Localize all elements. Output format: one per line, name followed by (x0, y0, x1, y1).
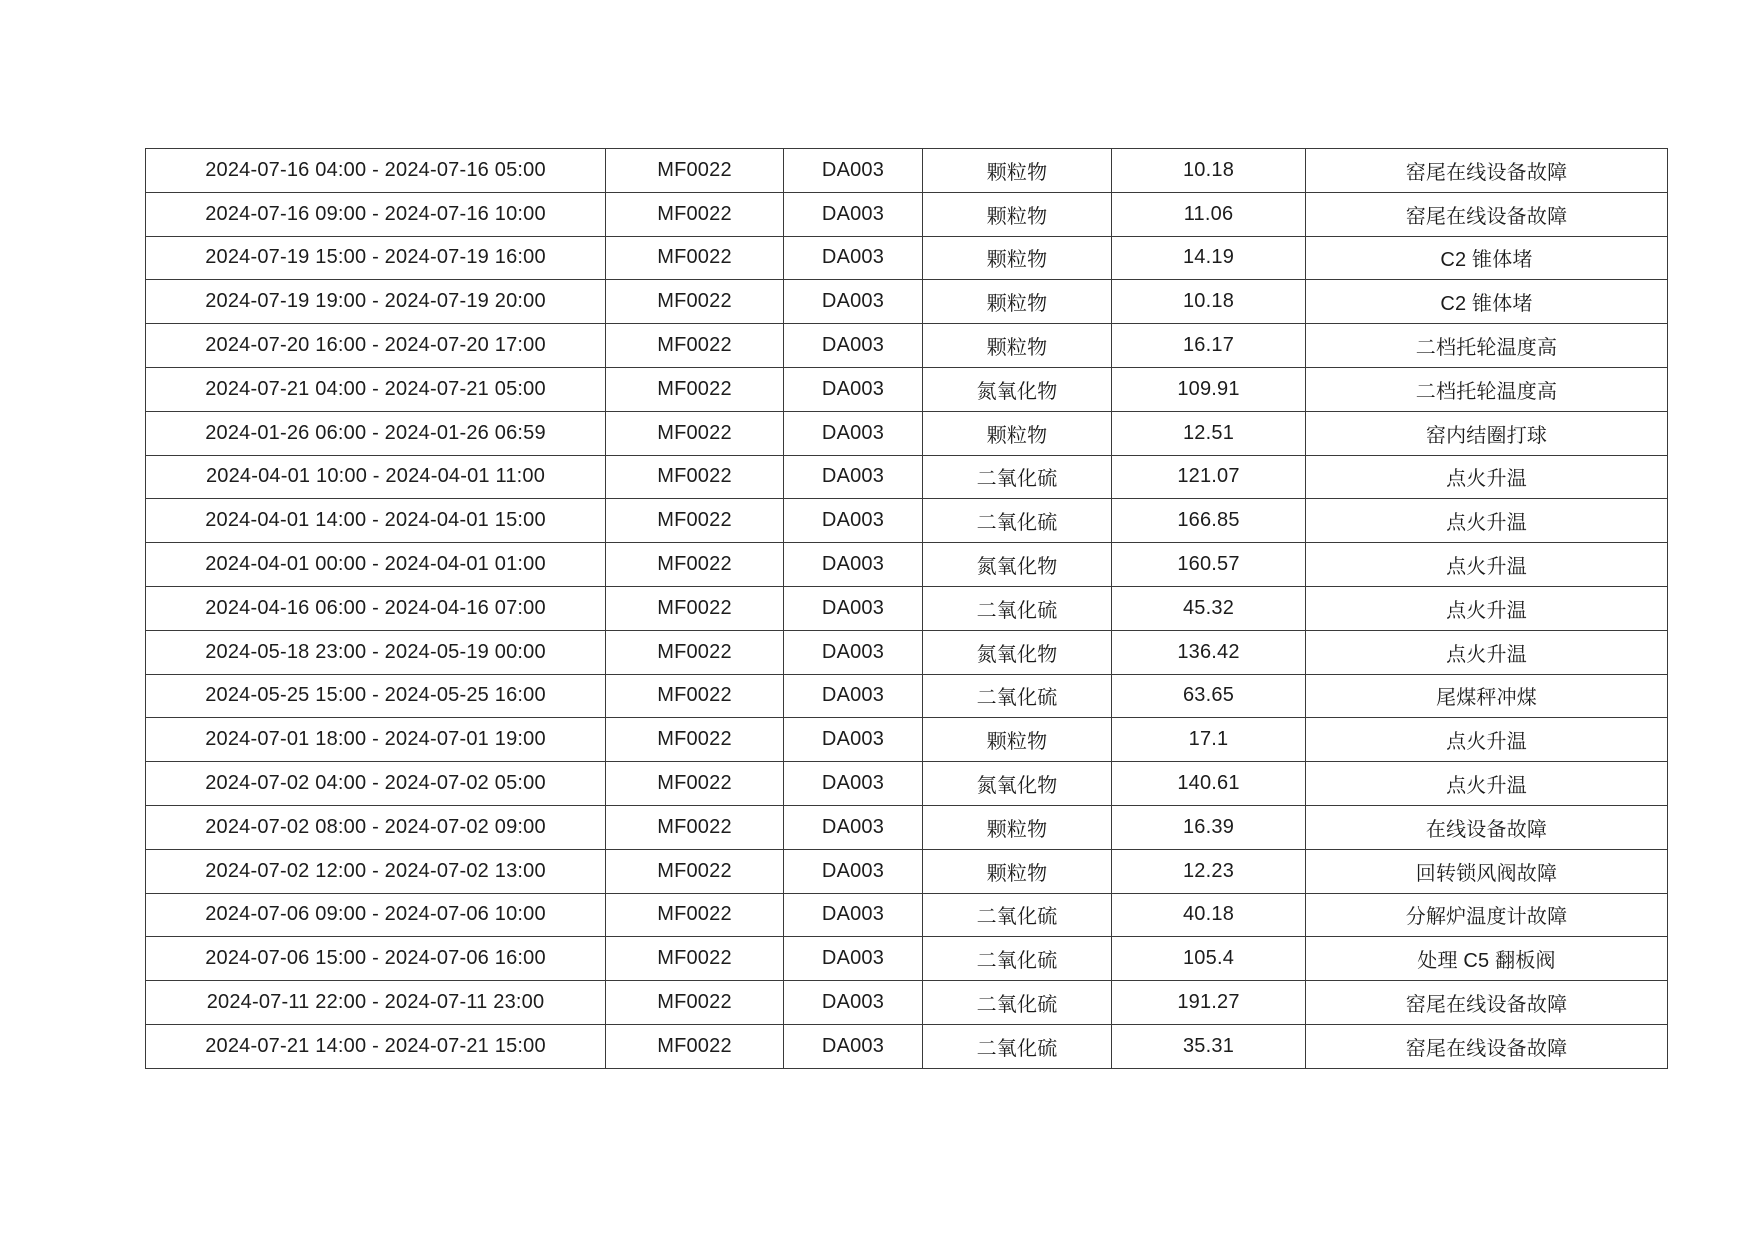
cell-concentration-value: 121.07 (1112, 455, 1306, 499)
cell-pollutant-name: 颗粒物 (923, 280, 1112, 324)
cell-exceedance-reason: 点火升温 (1306, 455, 1668, 499)
cell-exceedance-time-range: 2024-07-16 04:00 - 2024-07-16 05:00 (146, 149, 606, 193)
cell-pollutant-name: 颗粒物 (923, 149, 1112, 193)
cell-exceedance-reason: C2 锥体堵 (1306, 236, 1668, 280)
cell-concentration-value: 109.91 (1112, 367, 1306, 411)
cell-facility-code: MF0022 (606, 762, 784, 806)
cell-concentration-value: 11.06 (1112, 192, 1306, 236)
cell-exceedance-reason: 窑内结圈打球 (1306, 411, 1668, 455)
cell-outlet-code: DA003 (784, 937, 923, 981)
cell-pollutant-name: 氮氧化物 (923, 367, 1112, 411)
table-row (146, 762, 1668, 806)
table-row (146, 455, 1668, 499)
table-row (146, 324, 1668, 368)
cell-concentration-value: 10.18 (1112, 280, 1306, 324)
table-row (146, 586, 1668, 630)
cell-outlet-code: DA003 (784, 1024, 923, 1068)
cell-pollutant-name: 颗粒物 (923, 324, 1112, 368)
cell-outlet-code: DA003 (784, 543, 923, 587)
cell-exceedance-time-range: 2024-07-16 09:00 - 2024-07-16 10:00 (146, 192, 606, 236)
cell-outlet-code: DA003 (784, 367, 923, 411)
cell-outlet-code: DA003 (784, 586, 923, 630)
cell-facility-code: MF0022 (606, 149, 784, 193)
cell-outlet-code: DA003 (784, 762, 923, 806)
cell-exceedance-time-range: 2024-07-11 22:00 - 2024-07-11 23:00 (146, 981, 606, 1025)
cell-exceedance-reason: 点火升温 (1306, 586, 1668, 630)
cell-exceedance-time-range: 2024-04-01 10:00 - 2024-04-01 11:00 (146, 455, 606, 499)
cell-concentration-value: 63.65 (1112, 674, 1306, 718)
table-row (146, 543, 1668, 587)
cell-pollutant-name: 二氧化硫 (923, 586, 1112, 630)
cell-exceedance-reason: 尾煤秤冲煤 (1306, 674, 1668, 718)
cell-exceedance-time-range: 2024-07-06 09:00 - 2024-07-06 10:00 (146, 893, 606, 937)
cell-facility-code: MF0022 (606, 324, 784, 368)
cell-pollutant-name: 氮氧化物 (923, 630, 1112, 674)
table-row (146, 280, 1668, 324)
cell-exceedance-reason: 在线设备故障 (1306, 805, 1668, 849)
cell-exceedance-time-range: 2024-05-25 15:00 - 2024-05-25 16:00 (146, 674, 606, 718)
cell-outlet-code: DA003 (784, 455, 923, 499)
cell-facility-code: MF0022 (606, 1024, 784, 1068)
cell-exceedance-time-range: 2024-07-21 04:00 - 2024-07-21 05:00 (146, 367, 606, 411)
cell-exceedance-time-range: 2024-07-02 08:00 - 2024-07-02 09:00 (146, 805, 606, 849)
cell-outlet-code: DA003 (784, 411, 923, 455)
cell-exceedance-reason: 点火升温 (1306, 762, 1668, 806)
cell-facility-code: MF0022 (606, 718, 784, 762)
table-row (146, 192, 1668, 236)
cell-concentration-value: 16.39 (1112, 805, 1306, 849)
cell-pollutant-name: 氮氧化物 (923, 762, 1112, 806)
table-row (146, 236, 1668, 280)
cell-pollutant-name: 颗粒物 (923, 411, 1112, 455)
cell-concentration-value: 40.18 (1112, 893, 1306, 937)
cell-exceedance-reason: 二档托轮温度高 (1306, 324, 1668, 368)
cell-outlet-code: DA003 (784, 324, 923, 368)
cell-concentration-value: 17.1 (1112, 718, 1306, 762)
cell-concentration-value: 35.31 (1112, 1024, 1306, 1068)
cell-outlet-code: DA003 (784, 893, 923, 937)
cell-facility-code: MF0022 (606, 367, 784, 411)
table-row (146, 893, 1668, 937)
cell-facility-code: MF0022 (606, 674, 784, 718)
table-row (146, 1024, 1668, 1068)
table-body (146, 149, 1668, 1069)
exceedance-records-table (145, 148, 1668, 1069)
cell-pollutant-name: 二氧化硫 (923, 937, 1112, 981)
cell-facility-code: MF0022 (606, 805, 784, 849)
table-row (146, 981, 1668, 1025)
cell-pollutant-name: 二氧化硫 (923, 674, 1112, 718)
cell-exceedance-reason: 窑尾在线设备故障 (1306, 192, 1668, 236)
cell-concentration-value: 12.51 (1112, 411, 1306, 455)
cell-pollutant-name: 二氧化硫 (923, 499, 1112, 543)
cell-exceedance-reason: 处理 C5 翻板阀 (1306, 937, 1668, 981)
cell-exceedance-reason: 点火升温 (1306, 543, 1668, 587)
table-row (146, 499, 1668, 543)
cell-outlet-code: DA003 (784, 499, 923, 543)
cell-exceedance-time-range: 2024-07-21 14:00 - 2024-07-21 15:00 (146, 1024, 606, 1068)
cell-concentration-value: 45.32 (1112, 586, 1306, 630)
cell-pollutant-name: 颗粒物 (923, 192, 1112, 236)
cell-exceedance-time-range: 2024-07-19 19:00 - 2024-07-19 20:00 (146, 280, 606, 324)
cell-facility-code: MF0022 (606, 192, 784, 236)
cell-concentration-value: 140.61 (1112, 762, 1306, 806)
cell-pollutant-name: 颗粒物 (923, 236, 1112, 280)
cell-outlet-code: DA003 (784, 236, 923, 280)
cell-exceedance-time-range: 2024-07-06 15:00 - 2024-07-06 16:00 (146, 937, 606, 981)
cell-concentration-value: 12.23 (1112, 849, 1306, 893)
cell-exceedance-time-range: 2024-07-01 18:00 - 2024-07-01 19:00 (146, 718, 606, 762)
cell-outlet-code: DA003 (784, 849, 923, 893)
cell-exceedance-time-range: 2024-04-01 00:00 - 2024-04-01 01:00 (146, 543, 606, 587)
table-row (146, 718, 1668, 762)
cell-exceedance-reason: 窑尾在线设备故障 (1306, 981, 1668, 1025)
cell-exceedance-time-range: 2024-05-18 23:00 - 2024-05-19 00:00 (146, 630, 606, 674)
cell-facility-code: MF0022 (606, 981, 784, 1025)
cell-outlet-code: DA003 (784, 280, 923, 324)
cell-facility-code: MF0022 (606, 411, 784, 455)
cell-concentration-value: 160.57 (1112, 543, 1306, 587)
cell-facility-code: MF0022 (606, 543, 784, 587)
cell-concentration-value: 16.17 (1112, 324, 1306, 368)
cell-pollutant-name: 颗粒物 (923, 805, 1112, 849)
cell-pollutant-name: 颗粒物 (923, 718, 1112, 762)
cell-facility-code: MF0022 (606, 937, 784, 981)
table-row (146, 805, 1668, 849)
cell-exceedance-time-range: 2024-01-26 06:00 - 2024-01-26 06:59 (146, 411, 606, 455)
cell-facility-code: MF0022 (606, 630, 784, 674)
cell-concentration-value: 105.4 (1112, 937, 1306, 981)
cell-exceedance-reason: 回转锁风阀故障 (1306, 849, 1668, 893)
cell-pollutant-name: 二氧化硫 (923, 981, 1112, 1025)
table-row (146, 411, 1668, 455)
cell-outlet-code: DA003 (784, 149, 923, 193)
cell-facility-code: MF0022 (606, 849, 784, 893)
cell-facility-code: MF0022 (606, 586, 784, 630)
cell-facility-code: MF0022 (606, 893, 784, 937)
cell-outlet-code: DA003 (784, 718, 923, 762)
table-row (146, 674, 1668, 718)
cell-outlet-code: DA003 (784, 674, 923, 718)
cell-exceedance-reason: 分解炉温度计故障 (1306, 893, 1668, 937)
cell-concentration-value: 10.18 (1112, 149, 1306, 193)
table-row (146, 849, 1668, 893)
cell-concentration-value: 136.42 (1112, 630, 1306, 674)
cell-concentration-value: 191.27 (1112, 981, 1306, 1025)
table-row (146, 149, 1668, 193)
cell-outlet-code: DA003 (784, 630, 923, 674)
cell-exceedance-time-range: 2024-04-16 06:00 - 2024-04-16 07:00 (146, 586, 606, 630)
cell-exceedance-time-range: 2024-07-19 15:00 - 2024-07-19 16:00 (146, 236, 606, 280)
cell-exceedance-reason: 二档托轮温度高 (1306, 367, 1668, 411)
cell-pollutant-name: 颗粒物 (923, 849, 1112, 893)
cell-facility-code: MF0022 (606, 280, 784, 324)
cell-concentration-value: 166.85 (1112, 499, 1306, 543)
cell-exceedance-time-range: 2024-07-20 16:00 - 2024-07-20 17:00 (146, 324, 606, 368)
cell-pollutant-name: 二氧化硫 (923, 455, 1112, 499)
cell-facility-code: MF0022 (606, 499, 784, 543)
cell-exceedance-reason: 窑尾在线设备故障 (1306, 149, 1668, 193)
cell-concentration-value: 14.19 (1112, 236, 1306, 280)
cell-outlet-code: DA003 (784, 192, 923, 236)
table-row (146, 630, 1668, 674)
cell-outlet-code: DA003 (784, 805, 923, 849)
cell-facility-code: MF0022 (606, 236, 784, 280)
cell-exceedance-time-range: 2024-07-02 04:00 - 2024-07-02 05:00 (146, 762, 606, 806)
cell-exceedance-reason: 点火升温 (1306, 718, 1668, 762)
cell-exceedance-reason: 点火升温 (1306, 630, 1668, 674)
cell-exceedance-reason: 窑尾在线设备故障 (1306, 1024, 1668, 1068)
table-row (146, 367, 1668, 411)
cell-pollutant-name: 氮氧化物 (923, 543, 1112, 587)
cell-pollutant-name: 二氧化硫 (923, 1024, 1112, 1068)
cell-exceedance-reason: C2 锥体堵 (1306, 280, 1668, 324)
cell-exceedance-time-range: 2024-04-01 14:00 - 2024-04-01 15:00 (146, 499, 606, 543)
cell-exceedance-time-range: 2024-07-02 12:00 - 2024-07-02 13:00 (146, 849, 606, 893)
cell-exceedance-reason: 点火升温 (1306, 499, 1668, 543)
cell-outlet-code: DA003 (784, 981, 923, 1025)
cell-pollutant-name: 二氧化硫 (923, 893, 1112, 937)
table-row (146, 937, 1668, 981)
cell-facility-code: MF0022 (606, 455, 784, 499)
